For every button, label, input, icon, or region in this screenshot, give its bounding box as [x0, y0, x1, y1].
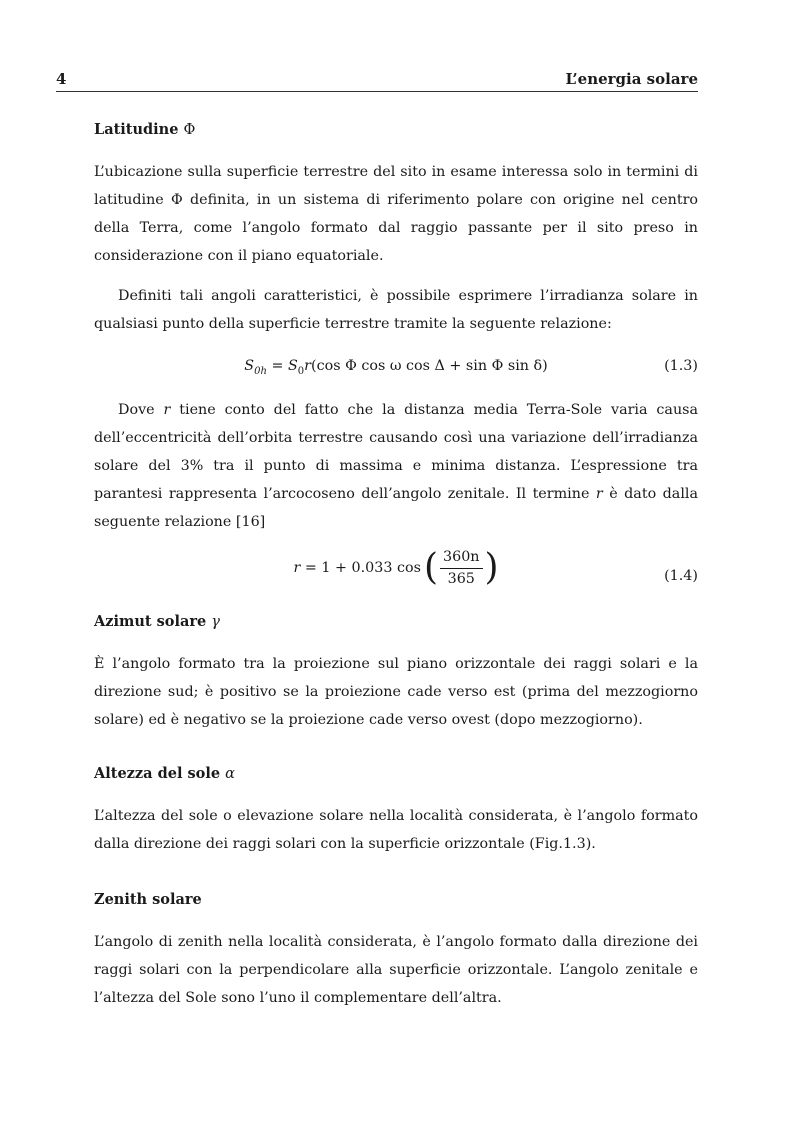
phi-symbol-inline: Φ — [171, 192, 183, 208]
paragraph-altitude: L’altezza del sole o elevazione solare nella località considerata, è l’angolo formato dalla direzione dei raggi solari con la superficie orizzontale (Fig.1.3). — [94, 808, 698, 852]
eq14-fraction — [440, 550, 483, 586]
equation-1-4 — [94, 546, 698, 606]
heading-azimuth-title: Azimut solare — [94, 613, 207, 630]
eq13-equals: = — [266, 358, 288, 374]
equation-number-1-3: (1.3) — [664, 358, 698, 374]
eq13-s0: S — [287, 358, 298, 374]
equation-1-3-body — [94, 352, 698, 386]
heading-altitude-title: Altezza del sole — [94, 765, 221, 782]
heading-latitude-title: Latitudine — [94, 121, 179, 138]
heading-altitude — [94, 762, 698, 786]
alpha-symbol: α — [225, 766, 235, 782]
paragraph-zenith: L’angolo di zenith nella località considerata, è l’angolo formato dalla direzione dei raggi solari con la perpendicolare alla superficie orizzontale. L’angolo zenitale e l’altezza del Sole sono l’uno il complementare dell’altra. — [94, 934, 698, 1006]
eq13-s0-sub: 0 — [297, 365, 305, 377]
paragraph-distance-end: è dato dalla seguente relazione [16] — [94, 486, 699, 530]
phi-symbol: Φ — [183, 122, 196, 138]
page-header — [56, 70, 698, 90]
heading-latitude — [94, 118, 698, 142]
paragraph-irradiance: Definiti tali angoli caratteristici, è possibile esprimere l’irradianza solare in qualsiasi punto della superficie terrestre tramite la seguente relazione: — [94, 288, 698, 332]
paragraph-latitude — [94, 158, 698, 270]
eq13-lhs-sub: 0h — [254, 365, 267, 377]
eq14-lhs: r — [293, 559, 301, 576]
eq13-rhs: (cos Φ cos ω cos Δ + sin Φ sin δ) — [311, 358, 548, 374]
eq14-numerator: 360n — [440, 550, 483, 568]
r-symbol: r — [163, 402, 171, 418]
equation-number-1-4: (1.4) — [664, 568, 698, 584]
eq13-r: r — [304, 358, 311, 374]
paragraph-azimuth: È l’angolo formato tra la proiezione sul piano orizzontale dei raggi solari e la direzione sud; è positivo se la proiezione cade verso est (prima del mezzogiorno solare) ed è negativo se la proiezione cade verso ovest (dopo mezzogiorno). — [94, 656, 698, 728]
eq14-middle: = 1 + 0.033 cos — [300, 559, 421, 576]
paragraph-distance — [94, 396, 698, 536]
equation-1-3 — [94, 352, 698, 396]
running-title: L’energia solare — [565, 70, 698, 88]
r-symbol-2: r — [595, 486, 603, 502]
paragraph-distance-start: Dove — [118, 402, 155, 418]
heading-azimuth — [94, 610, 698, 634]
page-number: 4 — [56, 70, 67, 88]
gamma-symbol: γ — [211, 614, 220, 630]
header-rule — [56, 91, 698, 92]
paragraph-latitude-after: definita, in un sistema di riferimento polare con origine nel centro della Terra, come l’angolo formato dal raggio passante per il sito preso in considerazione con il piano equatoriale. — [94, 192, 699, 264]
page-body — [94, 118, 698, 1012]
paragraph-distance-mid: tiene conto del fatto che la distanza media Terra-Sole varia causa dell’eccentricità dell’orbita terrestre causando così una variazione dell’irradianza solare del 3% tra il punto di massima e minima distanza. L’espressione tra parantesi rappresenta l’arcocoseno dell’angolo zenitale. Il termine — [94, 402, 699, 502]
paragraph-latitude-before: L’ubicazione sulla superficie terrestre del sito in esame interessa solo in termini di latitudine — [94, 164, 698, 208]
eq14-denominator: 365 — [447, 570, 475, 587]
heading-zenith: Zenith solare — [94, 891, 202, 908]
eq13-lhs: S — [244, 358, 255, 374]
equation-1-4-body — [94, 547, 698, 588]
eq14-left-paren: ( — [423, 547, 438, 588]
eq14-right-paren: ) — [484, 547, 499, 588]
